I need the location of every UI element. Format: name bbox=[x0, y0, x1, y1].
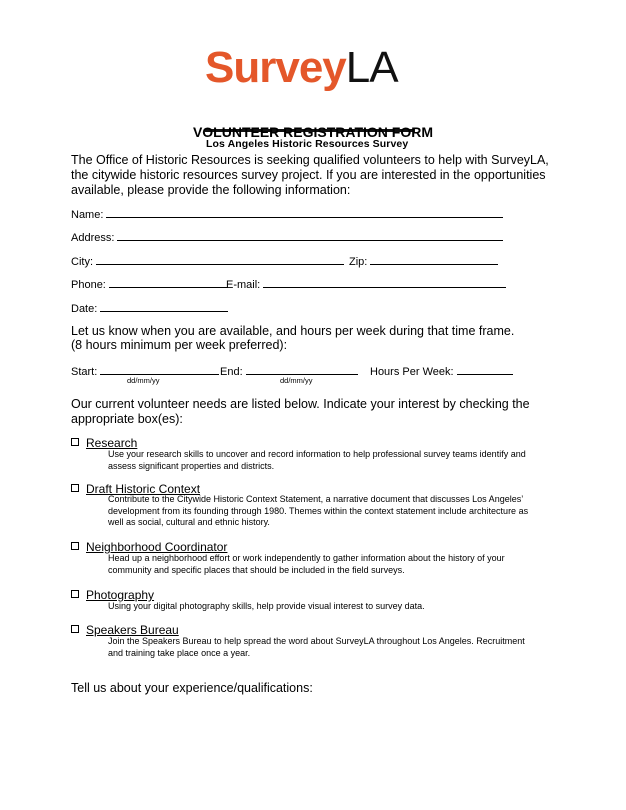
option-label: Speakers Bureau bbox=[86, 623, 179, 637]
logo-wordmark bbox=[205, 43, 435, 92]
name-label: Name: bbox=[71, 209, 104, 221]
phone-field[interactable] bbox=[109, 276, 227, 288]
option-description: Join the Speakers Bureau to help spread the word about SurveyLA throughout Los Angeles. Recruitment and training take place once a year. bbox=[108, 636, 525, 658]
end-label: End: bbox=[220, 366, 243, 378]
phone-label: Phone: bbox=[71, 279, 106, 291]
email-field[interactable] bbox=[263, 276, 506, 288]
option-neighborhood-coordinator[interactable] bbox=[71, 540, 227, 554]
address-field[interactable] bbox=[117, 229, 503, 241]
date-field[interactable] bbox=[100, 300, 228, 312]
phone-row bbox=[71, 276, 227, 291]
zip-field[interactable] bbox=[370, 253, 498, 265]
option-label: Neighborhood Coordinator bbox=[86, 540, 228, 554]
end-date-hint: dd/mm/yy bbox=[280, 376, 313, 385]
availability-intro-line-1: Let us know when you are available, and hours per week during that time frame. bbox=[71, 324, 515, 338]
hours-label: Hours Per Week: bbox=[370, 366, 454, 378]
checkbox-photography[interactable] bbox=[71, 590, 79, 598]
checkbox-research[interactable] bbox=[71, 438, 79, 446]
option-label: Draft Historic Context bbox=[86, 482, 201, 496]
end-field[interactable] bbox=[246, 363, 358, 375]
experience-prompt: Tell us about your experience/qualifications: bbox=[71, 681, 313, 695]
email-label: E-mail: bbox=[226, 279, 261, 291]
option-research[interactable] bbox=[71, 436, 137, 450]
checkbox-draft-historic-context[interactable] bbox=[71, 484, 79, 492]
needs-intro: Our current volunteer needs are listed below. Indicate your interest by checking the appropriate box(es): bbox=[71, 397, 530, 426]
city-label: City: bbox=[71, 256, 93, 268]
zip-row bbox=[349, 253, 498, 268]
option-description: Use your research skills to uncover and record information to help professional survey teams identify and assess significant properties and districts. bbox=[108, 449, 526, 471]
zip-label: Zip: bbox=[349, 256, 368, 268]
option-description: Using your digital photography skills, help provide visual interest to survey data. bbox=[108, 601, 425, 611]
city-field[interactable] bbox=[96, 253, 344, 265]
hours-field[interactable] bbox=[457, 363, 513, 375]
name-field[interactable] bbox=[106, 206, 503, 218]
option-label: Research bbox=[86, 436, 138, 450]
checkbox-neighborhood-coordinator[interactable] bbox=[71, 542, 79, 550]
intro-paragraph: The Office of Historic Resources is seeking qualified volunteers to help with SurveyLA, the citywide historic resources survey project. If you are interested in the opportunities available, please provide the following information: bbox=[71, 153, 549, 197]
option-description: Contribute to the Citywide Historic Context Statement, a narrative document that discusses Los Angeles’ development from its founding through 1980. Themes within the context statement include architecture as well as social, cultural and ethnic history. bbox=[108, 494, 529, 527]
start-field[interactable] bbox=[100, 363, 219, 375]
logo-word-survey: Survey bbox=[205, 43, 346, 92]
availability-intro-line-2: (8 hours minimum per week preferred): bbox=[71, 338, 288, 352]
logo-subtitle: Los Angeles Historic Resources Survey bbox=[206, 138, 409, 150]
option-speakers-bureau[interactable] bbox=[71, 623, 179, 637]
option-label: Photography bbox=[86, 588, 155, 602]
hours-row bbox=[370, 363, 513, 378]
address-row bbox=[71, 229, 503, 244]
option-description: Head up a neighborhood effort or work independently to gather information about the history of your community and specific places that should be included in the field surveys. bbox=[108, 553, 505, 575]
option-photography[interactable] bbox=[71, 588, 154, 602]
name-row bbox=[71, 206, 503, 221]
form-title: VOLUNTEER REGISTRATION FORM bbox=[192, 124, 434, 140]
start-date-hint: dd/mm/yy bbox=[127, 376, 160, 385]
date-label: Date: bbox=[71, 303, 98, 315]
start-label: Start: bbox=[71, 366, 98, 378]
logo-word-la: LA bbox=[345, 43, 398, 92]
checkbox-speakers-bureau[interactable] bbox=[71, 625, 79, 633]
address-label: Address: bbox=[71, 232, 115, 244]
city-row bbox=[71, 253, 344, 268]
date-row bbox=[71, 300, 228, 315]
email-row bbox=[226, 276, 506, 291]
